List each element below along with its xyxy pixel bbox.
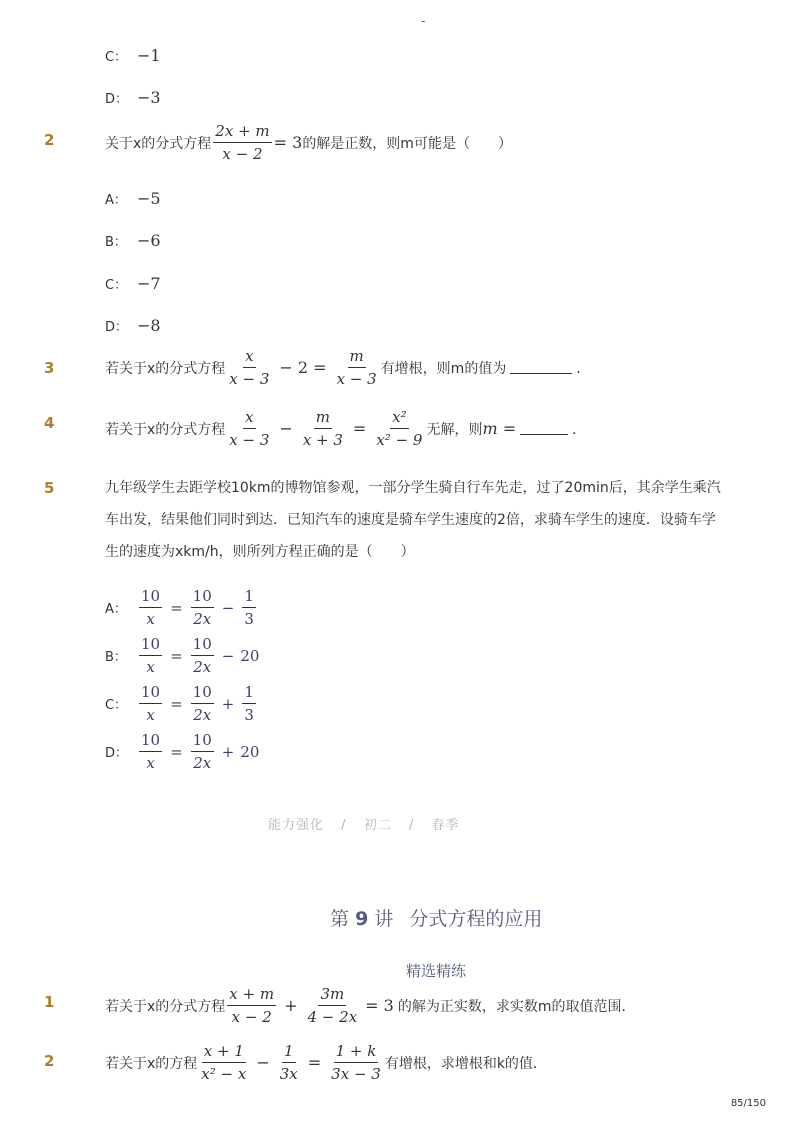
frac-denominator: 3: [244, 706, 254, 724]
tail-fraction: [242, 587, 256, 628]
frac-numerator: 1: [242, 587, 256, 608]
equals: =: [170, 598, 183, 617]
operator: +: [221, 742, 235, 761]
rhs-fraction: [191, 635, 214, 676]
p2-fraction-1: [199, 1042, 248, 1083]
question-number-4: 4: [44, 414, 55, 432]
tail-value: 20: [240, 742, 260, 761]
question-2-text: [105, 122, 512, 163]
frac-numerator: m: [314, 408, 332, 429]
q2-equals: = 3: [273, 133, 303, 152]
q3-fraction-1: [227, 347, 271, 388]
p2-suffix: 有增根，求增根和k的值．: [384, 1055, 547, 1072]
frac-numerator: x: [243, 347, 255, 368]
lecture-title: [330, 904, 542, 931]
frac-numerator: 10: [139, 635, 162, 656]
p2-fraction-3: [329, 1042, 383, 1083]
question-number-2: 2: [44, 131, 55, 149]
answer-blank[interactable]: [510, 361, 572, 374]
p1-fraction-2: [306, 985, 360, 1026]
frac-denominator: x − 2: [231, 1008, 272, 1026]
q2-frac-denominator: x − 2: [222, 145, 263, 163]
frac-numerator: m: [348, 347, 366, 368]
p1-fraction-1: [227, 985, 276, 1026]
q2-option-a[interactable]: [105, 189, 161, 208]
operator: +: [221, 694, 235, 713]
frac-numerator: 10: [191, 731, 214, 752]
frac-numerator: 1 + k: [334, 1042, 379, 1063]
equals: =: [170, 742, 183, 761]
frac-denominator: 3: [244, 610, 254, 628]
frac-numerator: 10: [191, 635, 214, 656]
lecture-post: 讲: [374, 908, 394, 930]
frac-denominator: x: [146, 610, 155, 628]
frac-denominator: x: [146, 754, 155, 772]
q5-option-d[interactable]: [105, 731, 259, 772]
q3-fraction-2: [335, 347, 379, 388]
q5-option-c[interactable]: [105, 683, 258, 724]
q2-suffix: 的解是正数，则m可能是（ ）: [302, 135, 512, 152]
prev-option-c[interactable]: [105, 46, 161, 65]
equals: =: [170, 694, 183, 713]
lhs-fraction: [139, 683, 162, 724]
frac-denominator: 3x − 3: [331, 1065, 381, 1083]
option-label: C：: [105, 278, 128, 293]
frac-numerator: 3m: [318, 985, 346, 1006]
frac-numerator: x: [243, 408, 255, 429]
frac-numerator: 1: [242, 683, 256, 704]
q4-m-equals: m =: [482, 419, 517, 438]
footer-separator: /: [408, 818, 415, 833]
page-footer: [268, 814, 459, 833]
prev-option-d[interactable]: [105, 88, 161, 107]
q2-frac-numerator: 2x + m: [213, 122, 271, 143]
option-label: A：: [105, 193, 127, 208]
p1-equals: = 3: [365, 996, 394, 1015]
option-value: −1: [137, 46, 161, 65]
footer-separator: /: [341, 818, 347, 833]
p2-fraction-2: [278, 1042, 300, 1083]
frac-denominator: x − 3: [336, 370, 377, 388]
q2-option-b[interactable]: [105, 231, 161, 250]
lhs-fraction: [139, 731, 162, 772]
q2-fraction: [213, 122, 271, 163]
option-value: −5: [137, 189, 161, 208]
option-value: −7: [137, 274, 161, 293]
practice-number-1: 1: [44, 993, 55, 1011]
operator: −: [221, 598, 235, 617]
section-subhead: 精选精练: [406, 962, 467, 980]
question-number-3: 3: [44, 359, 55, 377]
q4-fraction-2: [301, 408, 345, 449]
frac-denominator: 4 − 2x: [307, 1008, 358, 1026]
p2-operator: −: [256, 1053, 270, 1072]
footer-grade: 初二: [363, 818, 392, 833]
question-4-text: [105, 408, 586, 449]
p1-operator: +: [284, 996, 298, 1015]
q2-option-d[interactable]: [105, 316, 161, 335]
question-number-5: 5: [44, 479, 55, 497]
frac-numerator: 10: [139, 587, 162, 608]
frac-denominator: x + 3: [302, 431, 343, 449]
option-label: D：: [105, 320, 129, 335]
frac-denominator: x: [146, 706, 155, 724]
option-label: B：: [105, 650, 127, 665]
tail-value: 20: [240, 646, 260, 665]
q2-prefix: 关于x的分式方程: [105, 135, 212, 152]
q4-op-1: −: [279, 419, 293, 438]
q4-end: ．: [572, 421, 587, 438]
tail-fraction: [242, 683, 256, 724]
practice-number-2: 2: [44, 1052, 55, 1070]
frac-denominator: x² − 9: [376, 431, 423, 449]
q3-end: ．: [576, 360, 591, 377]
frac-numerator: 10: [191, 587, 214, 608]
q3-suffix: 有增根，则m的值为: [380, 360, 507, 377]
footer-term: 春季: [431, 818, 460, 833]
option-value: −3: [137, 88, 161, 107]
p1-prefix: 若关于x的分式方程: [105, 998, 226, 1015]
q5-option-b[interactable]: [105, 635, 259, 676]
option-value: −8: [137, 316, 161, 335]
lecture-number: 9: [355, 908, 369, 930]
p1-suffix: 的解为正实数，求实数m的取值范围．: [397, 998, 636, 1015]
option-label: B：: [105, 235, 127, 250]
option-label: D：: [105, 92, 129, 107]
q5-option-a[interactable]: [105, 587, 258, 628]
option-value: −6: [137, 231, 161, 250]
frac-denominator: 2x: [193, 658, 212, 676]
q4-fraction-1: [227, 408, 271, 449]
q4-suffix: 无解，则: [426, 421, 483, 438]
lhs-fraction: [139, 587, 162, 628]
rhs-fraction: [191, 683, 214, 724]
top-mark: -: [421, 14, 426, 28]
frac-denominator: x: [146, 658, 155, 676]
option-label: C：: [105, 698, 128, 713]
q3-middle: − 2 =: [279, 358, 327, 377]
p2-equals: =: [307, 1053, 322, 1072]
frac-numerator: 1: [282, 1042, 296, 1063]
q2-option-c[interactable]: [105, 274, 161, 293]
frac-numerator: 10: [139, 731, 162, 752]
practice-1-text: [105, 985, 635, 1026]
frac-denominator: x − 3: [229, 431, 270, 449]
p2-prefix: 若关于x的方程: [105, 1055, 198, 1072]
practice-2-text: [105, 1042, 547, 1083]
page-number: 85/150: [730, 1098, 766, 1109]
option-label: C：: [105, 50, 128, 65]
frac-numerator: x²: [390, 408, 408, 429]
rhs-fraction: [191, 587, 214, 628]
question-5-text: 九年级学生去距学校10km的博物馆参观，一部分学生骑自行车先走，过了20min后，其余学生乘汽车出发，结果他们同时到达．已知汽车的速度是骑车学生速度的2倍，求骑车学生的速度．设骑车学生的速度为xkm/h，则所列方程正确的是（ ）: [105, 480, 721, 560]
option-label: D：: [105, 746, 129, 761]
frac-numerator: 10: [191, 683, 214, 704]
equals: =: [170, 646, 183, 665]
frac-denominator: 2x: [193, 610, 212, 628]
frac-denominator: 2x: [193, 706, 212, 724]
q4-prefix: 若关于x的分式方程: [105, 421, 226, 438]
frac-numerator: 10: [139, 683, 162, 704]
frac-numerator: x + m: [227, 985, 276, 1006]
frac-denominator: x² − x: [201, 1065, 247, 1083]
lecture-pre: 第: [330, 908, 350, 930]
operator: −: [221, 646, 235, 665]
frac-numerator: x + 1: [202, 1042, 246, 1063]
frac-denominator: 3x: [279, 1065, 298, 1083]
footer-course: 能力强化: [268, 818, 325, 833]
frac-denominator: x − 3: [229, 370, 270, 388]
q3-prefix: 若关于x的分式方程: [105, 360, 226, 377]
option-label: A：: [105, 602, 127, 617]
lecture-topic: 分式方程的应用: [409, 908, 543, 930]
answer-blank[interactable]: [520, 422, 568, 435]
rhs-fraction: [191, 731, 214, 772]
frac-denominator: 2x: [193, 754, 212, 772]
q4-fraction-3: [374, 408, 424, 449]
question-3-text: [105, 347, 590, 388]
q4-op-2: =: [352, 419, 367, 438]
lhs-fraction: [139, 635, 162, 676]
